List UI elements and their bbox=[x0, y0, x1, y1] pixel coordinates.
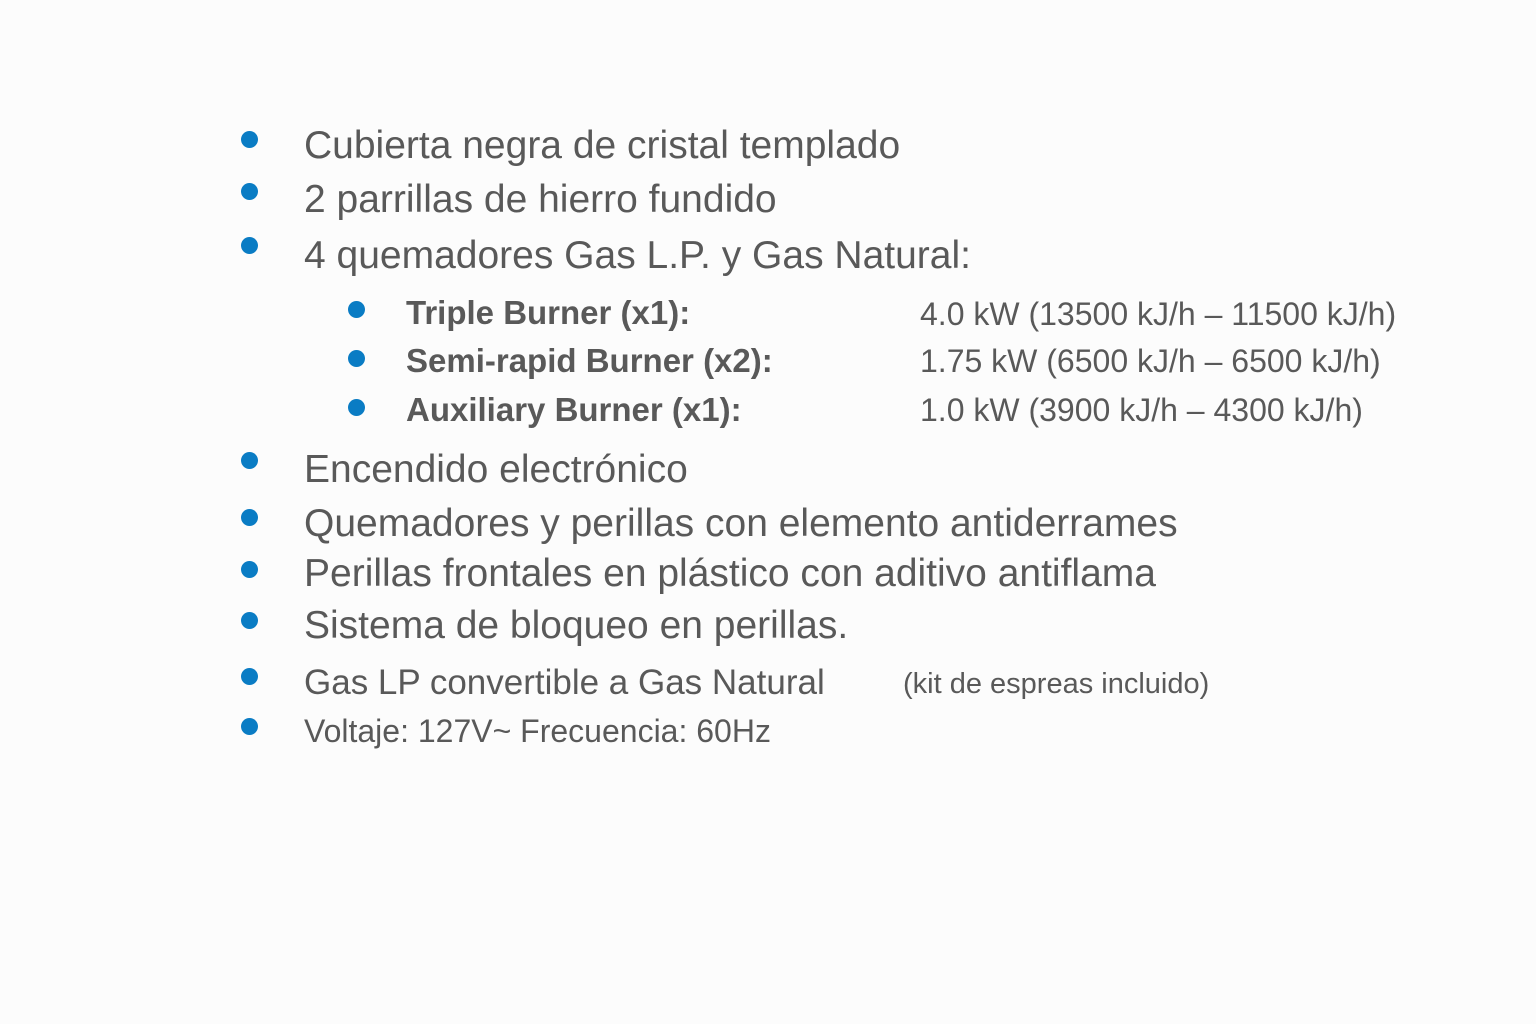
bullet-icon bbox=[348, 301, 365, 318]
bullet-icon bbox=[241, 612, 258, 629]
burner-value: 1.75 kW (6500 kJ/h – 6500 kJ/h) bbox=[920, 343, 1381, 379]
burner-value: 1.0 kW (3900 kJ/h – 4300 kJ/h) bbox=[920, 392, 1363, 428]
burner-label: Auxiliary Burner (x1): bbox=[406, 391, 742, 428]
bullet-icon bbox=[241, 561, 258, 578]
burner-label: Semi-rapid Burner (x2): bbox=[406, 342, 773, 379]
bullet-icon bbox=[241, 237, 258, 254]
list-item: Perillas frontales en plástico con aditivo antiflama bbox=[304, 552, 1156, 595]
bullet-icon bbox=[241, 668, 258, 685]
bullet-icon bbox=[241, 509, 258, 526]
list-item: 2 parrillas de hierro fundido bbox=[304, 178, 777, 221]
list-item: Gas LP convertible a Gas Natural bbox=[304, 663, 825, 702]
bullet-icon bbox=[241, 131, 258, 148]
list-item: Cubierta negra de cristal templado bbox=[304, 124, 901, 167]
bullet-icon bbox=[348, 399, 365, 416]
list-item-note: (kit de espreas incluido) bbox=[903, 668, 1210, 700]
bullet-icon bbox=[241, 718, 258, 735]
list-item: Encendido electrónico bbox=[304, 448, 688, 491]
list-item: Voltaje: 127V~ Frecuencia: 60Hz bbox=[304, 713, 771, 749]
bullet-icon bbox=[241, 452, 258, 469]
list-item: Sistema de bloqueo en perillas. bbox=[304, 604, 849, 647]
burner-value: 4.0 kW (13500 kJ/h – 11500 kJ/h) bbox=[920, 296, 1397, 332]
list-item: Quemadores y perillas con elemento antiderrames bbox=[304, 502, 1178, 545]
bullet-icon bbox=[241, 183, 258, 200]
burner-label: Triple Burner (x1): bbox=[406, 294, 691, 331]
bullet-icon bbox=[348, 350, 365, 367]
list-item: 4 quemadores Gas L.P. y Gas Natural: bbox=[304, 234, 971, 277]
